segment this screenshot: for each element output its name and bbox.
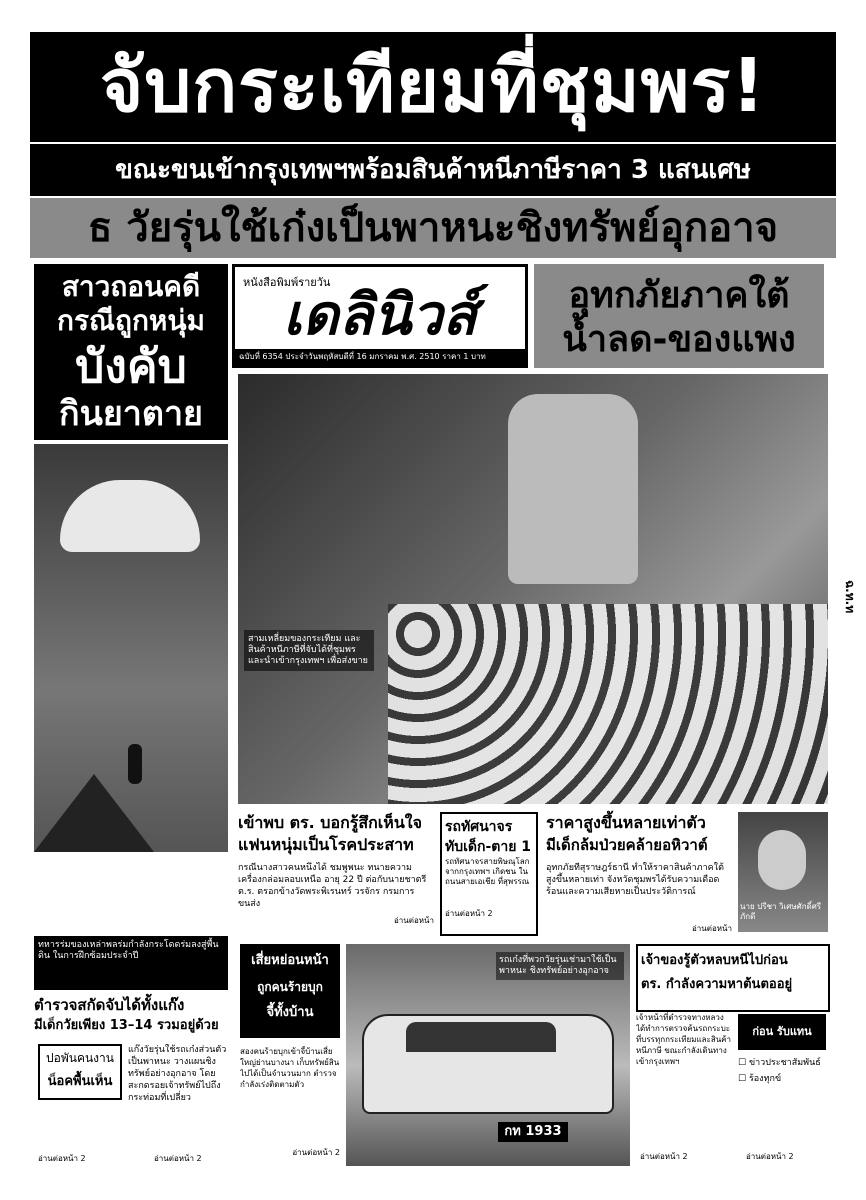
story-neurosis-more[interactable]: อ่านต่อหน้า — [394, 916, 434, 925]
temple-roof — [34, 774, 154, 852]
car-windshield — [406, 1022, 556, 1052]
story-owner-bullet1-text: ข่าวประชาสัมพันธ์ — [748, 1058, 821, 1068]
parachute-photo — [34, 444, 228, 852]
story-accident-more[interactable]: อ่านต่อหน้า 2 — [445, 909, 493, 918]
story-suspect-title3: จี้ทั้งบ้าน — [266, 1005, 314, 1020]
flood-line2: น้ำลด-ของแพง — [562, 319, 796, 360]
story-neurosis — [238, 812, 434, 936]
main-photo — [238, 374, 828, 804]
worker-figure — [508, 394, 638, 584]
story-bust-more1[interactable]: อ่านต่อหน้า 2 — [38, 1154, 86, 1163]
story-owner-body: เจ้าหน้าที่ตำรวจทางหลวงได้ทำการตรวจค้นรถกระบะ ที่บรรทุกกระเทียมและสินค้าหนีภาษี ขณะกำลังเดินทางเข้ากรุงเทพฯ — [636, 1013, 732, 1066]
subheadline: ขณะขนเข้ากรุงเทพฯพร้อมสินค้าหนีภาษีราคา 3 แสนเศษ — [115, 155, 751, 185]
story-owner-more1[interactable]: อ่านต่อหน้า 2 — [640, 1152, 688, 1161]
story-accident — [440, 812, 538, 936]
story-accident-title1: รถทัศนาจร — [445, 819, 513, 835]
story-bust-more2[interactable]: อ่านต่อหน้า 2 — [154, 1154, 202, 1163]
flood-line1: อุทกภัยภาคใต้ — [568, 275, 790, 316]
headline-bar — [30, 32, 836, 142]
temple-caption: ทหารร่มของเหล่าพลร่มกำลังกระโดดร่มลงสู่พื้นดิน ในการฝึกซ้อมประจำปี — [34, 936, 228, 990]
masthead-issue-line: ฉบับที่ 6354 ประจำวันพฤหัสบดีที่ 16 มกราคม พ.ศ. 2510 ราคา 1 บาท — [235, 349, 525, 365]
car-photo — [346, 944, 630, 1166]
story-suspect-more[interactable]: อ่านต่อหน้า 2 — [292, 1148, 340, 1157]
story-bust-box — [38, 1044, 122, 1100]
left-story-line1: สาวถอนคดี — [61, 270, 201, 303]
banner-bar — [30, 198, 836, 258]
story-bust-box-line1: ปอพันคนงาน — [46, 1051, 114, 1065]
portrait-face — [758, 830, 806, 890]
left-story-line2: กรณีถูกหนุ่ม — [57, 304, 205, 337]
story-owner-headbox — [636, 944, 830, 1012]
story-owner-more2[interactable]: อ่านต่อหน้า 2 — [746, 1152, 794, 1161]
story-bust-body: แก๊งวัยรุ่นใช้รถเก๋งส่วนตัวเป็นพาหนะ วางแผนชิงทรัพย์อย่างอุกอาจ โดยสะกดรอยเจ้าทรัพย์ไปถึงกระท่อมที่เปลี่ยว — [128, 1045, 227, 1103]
story-price-more[interactable]: อ่านต่อหน้า — [692, 924, 732, 933]
story-owner — [636, 944, 830, 1170]
left-story-box — [34, 264, 228, 440]
bullet1-box-icon: ☐ — [738, 1058, 749, 1068]
car-plate: กท 1933 — [498, 1122, 568, 1142]
story-bust-box-line2: น็อคพื้นเห็น — [47, 1074, 113, 1089]
masthead-name: เดลินิวส์ — [283, 283, 477, 348]
story-neurosis-title1: เข้าพบ ตร. บอกรู้สึกเห็นใจ — [238, 813, 422, 832]
bullet2-box-icon: ☐ — [738, 1074, 749, 1084]
portrait-caption: นาย ปรีชา วิเศษศักดิ์ศรีภักดี — [740, 902, 822, 921]
headline: จับกระเทียมที่ชุมพร! — [100, 43, 766, 129]
story-price — [546, 812, 732, 936]
left-story-line4: กินยาตาย — [59, 394, 203, 434]
story-suspect-body: สองคนร้ายบุกเข้าจี้บ้านเสี่ยใหญ่ย่านบางนา เก็บทรัพย์สินไปได้เป็นจำนวนมาก ตำรวจกำลังเร่งติดตามตัว — [240, 1047, 340, 1089]
story-bust — [34, 994, 236, 1170]
flood-box — [534, 264, 824, 368]
main-photo-caption: สามเหลี่ยมของกระเทียม และสินค้าหนีภาษีที่จับได้ที่ชุมพร และนำเข้ากรุงเทพฯ เพื่อส่งขาย — [244, 630, 374, 671]
story-owner-bullet2-text: ร้องทุกข์ — [748, 1074, 782, 1084]
masthead-label: หนังสือพิมพ์รายวัน — [243, 276, 331, 289]
story-accident-title2: ทับเด็ก-ตาย 1 — [445, 839, 532, 855]
story-owner-bullet2 — [738, 1074, 830, 1085]
story-suspect-title2: ถูกคนร้ายบุก — [257, 980, 323, 994]
story-price-body: อุทกภัยที่สุราษฎร์ธานี ทำให้ราคาสินค้าภาคใต้สูงขึ้นหลายเท่า จังหวัดชุมพรได้รับความเดือดร้อนและความเสียหายเป็นประวัติการณ์ — [546, 863, 724, 897]
story-neurosis-title2: แฟนหนุ่มเป็นโรคประสาท — [238, 835, 414, 854]
garlic-baskets — [388, 604, 828, 804]
story-owner-title1: เจ้าของรู้ตัวหลบหนีไปก่อน — [641, 953, 788, 968]
story-price-title1: ราคาสูงขึ้นหลายเท่าตัว — [546, 813, 706, 832]
story-suspect — [240, 944, 340, 1170]
subheadline-bar — [30, 144, 836, 196]
banner: ธ วัยรุ่นใช้เก๋งเป็นพาหนะชิงทรัพย์อุกอาจ — [87, 205, 779, 251]
story-price-title2: มีเด็กล้มป่วยคล้ายอหิวาต์ — [546, 836, 708, 854]
story-neurosis-body: กรณีนางสาวคนหนึ่งได้ ชมพูพนะ ทนายความเครื่องกล่อมลอบเหนือ อายุ 22 ปี ต่อกับนายชาตรี ต.ร. ตรอกข้างวัดพระพิเรนทร์ วรจักร กรมการขนส่ง — [238, 863, 427, 909]
story-owner-bullet1 — [738, 1058, 830, 1069]
story-suspect-title1: เสี่ยหย่อนหน้า — [251, 953, 329, 968]
story-accident-body: รถทัศนาจรสายพิษณุโลก จากกรุงเทพฯ เกิดชน ในถนนสายเอเชีย ที่สุพรรณ — [445, 857, 530, 886]
story-bust-title1: ตำรวจสกัดจับได้ทั้งแก๊ง — [34, 996, 185, 1014]
parachute-canopy — [60, 480, 200, 552]
masthead — [232, 264, 528, 368]
left-story-line3: บังคับ — [75, 339, 187, 393]
story-suspect-headbox — [240, 944, 340, 1038]
story-owner-stamp: ก่อน รับแทน — [738, 1014, 826, 1050]
story-owner-title2: ตร. กำลังความหาต้นตออยู่ — [641, 977, 793, 992]
story-bust-title2: มีเด็กวัยเพียง 13–14 รวมอยู่ด้วย — [34, 1018, 219, 1033]
car-caption: รถเก๋งที่พวกวัยรุ่นเช่ามาใช้เป็นพาหนะ ชิงทรัพย์อย่างอุกอาจ — [496, 952, 624, 980]
portrait-photo — [738, 812, 828, 932]
side-tag: ฉ.ท.ท — [843, 580, 857, 614]
